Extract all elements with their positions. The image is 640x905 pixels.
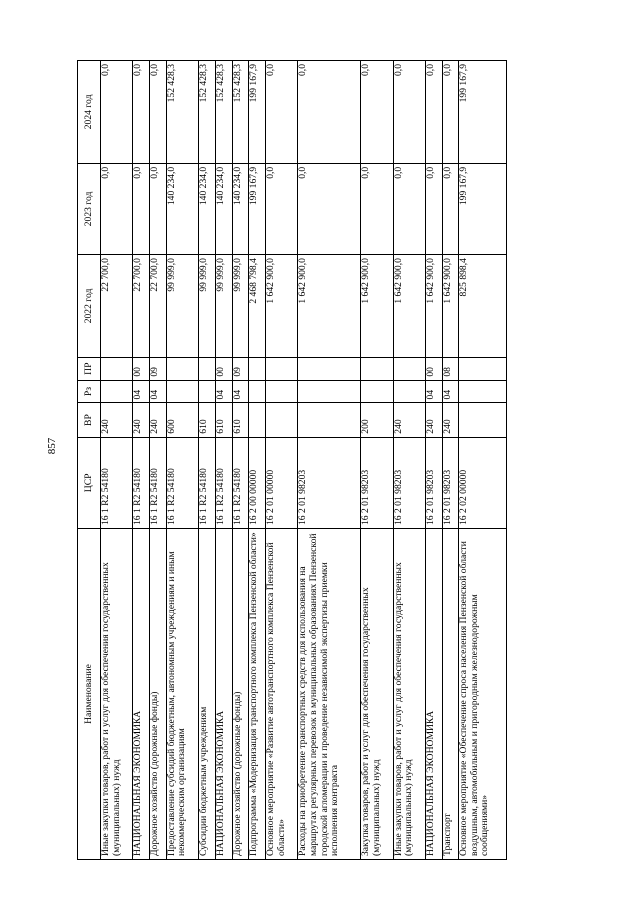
cell-2024: 199 167,9 [249, 61, 266, 164]
cell-name: Иные закупки товаров, работ и услуг для обеспечения государственных (муниципальных) нужд [101, 529, 133, 860]
cell-2023: 0,0 [393, 163, 425, 254]
table-row [133, 61, 150, 860]
table-row [215, 61, 232, 860]
cell-csr: 16 1 R2 54180 [232, 437, 249, 528]
cell-name: Закупка товаров, работ и услуг для обеспечения государственных (муниципальных) нужд [361, 529, 393, 860]
cell-2023: 0,0 [425, 163, 442, 254]
cell-vr: 240 [425, 403, 442, 437]
cell-name: Иные закупки товаров, работ и услуг для обеспечения государственных (муниципальных) нужд [393, 529, 425, 860]
cell-csr: 16 2 01 98203 [442, 437, 459, 528]
cell-csr: 16 2 01 98203 [298, 437, 361, 528]
cell-pr [199, 357, 216, 380]
cell-2024: 0,0 [133, 61, 150, 164]
cell-2024: 199 167,9 [459, 61, 507, 164]
cell-2024: 0,0 [393, 61, 425, 164]
cell-vr: 200 [361, 403, 393, 437]
cell-2022: 22 700,0 [101, 255, 133, 358]
cell-2022: 1 642 900,0 [298, 255, 361, 358]
cell-csr: 16 1 R2 54180 [215, 437, 232, 528]
cell-2023: 140 234,0 [215, 163, 232, 254]
cell-name: Подпрограмма «Модернизация транспортного комплекса Пензенской области» [249, 529, 266, 860]
cell-2024: 0,0 [101, 61, 133, 164]
cell-pr [166, 357, 198, 380]
cell-rz: 04 [133, 380, 150, 403]
header-2023: 2023 год [78, 163, 101, 254]
cell-2023: 199 167,9 [249, 163, 266, 254]
cell-csr: 16 2 01 00000 [266, 437, 298, 528]
cell-vr [249, 403, 266, 437]
table-row [232, 61, 249, 860]
table-row [199, 61, 216, 860]
cell-name: Основное мероприятие «Развитие автотранспортного комплекса Пензенской области» [266, 529, 298, 860]
cell-vr [459, 403, 507, 437]
cell-csr: 16 2 01 98203 [393, 437, 425, 528]
cell-rz: 04 [442, 380, 459, 403]
cell-2022: 99 999,0 [232, 255, 249, 358]
rotated-table-wrapper [77, 60, 507, 860]
cell-2022: 99 999,0 [199, 255, 216, 358]
cell-name: Расходы на приобретение транспортных средств для использования на маршрутах регулярных перевозок в муниципальных образованиях Пензенской городской агломерации и проведение независимой экспертизы приемки исполнения контракта [298, 529, 361, 860]
cell-2022: 99 999,0 [215, 255, 232, 358]
cell-2022: 22 700,0 [150, 255, 167, 358]
cell-2024: 152 428,3 [166, 61, 198, 164]
cell-csr: 16 1 R2 54180 [150, 437, 167, 528]
cell-2022: 2 468 798,4 [249, 255, 266, 358]
cell-rz [393, 380, 425, 403]
cell-csr: 16 2 00 00000 [249, 437, 266, 528]
cell-2022: 1 642 900,0 [442, 255, 459, 358]
cell-pr [459, 357, 507, 380]
cell-vr [298, 403, 361, 437]
table-row [166, 61, 198, 860]
cell-vr: 240 [150, 403, 167, 437]
cell-csr: 16 2 01 98203 [425, 437, 442, 528]
header-2022: 2022 год [78, 255, 101, 358]
cell-2024: 0,0 [298, 61, 361, 164]
cell-vr: 240 [442, 403, 459, 437]
cell-csr: 16 1 R2 54180 [101, 437, 133, 528]
table-row [442, 61, 459, 860]
cell-2024: 152 428,3 [199, 61, 216, 164]
cell-name: НАЦИОНАЛЬНАЯ ЭКОНОМИКА [425, 529, 442, 860]
cell-rz [166, 380, 198, 403]
cell-rz: 04 [425, 380, 442, 403]
cell-rz: 04 [150, 380, 167, 403]
cell-vr: 240 [133, 403, 150, 437]
table-row [249, 61, 266, 860]
cell-name: Основное мероприятие «Обеспечение спроса населения Пензенской области воздушным, автомобильным и пригородным железнодорожным сообщениями» [459, 529, 507, 860]
cell-rz [361, 380, 393, 403]
cell-csr: 16 1 R2 54180 [199, 437, 216, 528]
table-row [298, 61, 361, 860]
cell-2023: 0,0 [133, 163, 150, 254]
budget-table [77, 60, 507, 860]
cell-2022: 1 642 900,0 [393, 255, 425, 358]
cell-name: Дорожное хозяйство (дорожные фонды) [150, 529, 167, 860]
cell-vr: 600 [166, 403, 198, 437]
cell-csr: 16 2 02 00000 [459, 437, 507, 528]
table-row [266, 61, 298, 860]
header-2024: 2024 год [78, 61, 101, 164]
cell-name: Дорожное хозяйство (дорожные фонды) [232, 529, 249, 860]
cell-pr [393, 357, 425, 380]
cell-rz [266, 380, 298, 403]
cell-rz [249, 380, 266, 403]
cell-2022: 1 642 900,0 [425, 255, 442, 358]
table-row [361, 61, 393, 860]
cell-vr [266, 403, 298, 437]
cell-pr [361, 357, 393, 380]
cell-2023: 140 234,0 [199, 163, 216, 254]
cell-2023: 140 234,0 [166, 163, 198, 254]
cell-2023: 0,0 [442, 163, 459, 254]
cell-csr: 16 2 01 98203 [361, 437, 393, 528]
cell-name: Субсидии бюджетным учреждениям [199, 529, 216, 860]
cell-pr: 08 [442, 357, 459, 380]
cell-csr: 16 1 R2 54180 [166, 437, 198, 528]
cell-rz: 04 [232, 380, 249, 403]
table-header-row [78, 61, 101, 860]
cell-2022: 22 700,0 [133, 255, 150, 358]
cell-rz [298, 380, 361, 403]
cell-pr [298, 357, 361, 380]
header-pr: ПР [78, 357, 101, 380]
header-vr: ВР [78, 403, 101, 437]
header-csr: ЦСР [78, 437, 101, 528]
cell-csr: 16 1 R2 54180 [133, 437, 150, 528]
page-number: 857 [46, 437, 58, 455]
table-row [101, 61, 133, 860]
cell-pr: 09 [232, 357, 249, 380]
cell-2023: 0,0 [150, 163, 167, 254]
table-row [150, 61, 167, 860]
cell-2022: 99 999,0 [166, 255, 198, 358]
table-row [425, 61, 442, 860]
table-body [101, 61, 507, 860]
cell-2023: 0,0 [101, 163, 133, 254]
cell-vr: 240 [101, 403, 133, 437]
table-row [393, 61, 425, 860]
cell-rz [459, 380, 507, 403]
header-name: Наименование [78, 529, 101, 860]
cell-2023: 0,0 [266, 163, 298, 254]
cell-vr: 610 [215, 403, 232, 437]
cell-2022: 1 642 900,0 [266, 255, 298, 358]
cell-2024: 0,0 [266, 61, 298, 164]
cell-rz [199, 380, 216, 403]
cell-2024: 152 428,3 [232, 61, 249, 164]
cell-name: НАЦИОНАЛЬНАЯ ЭКОНОМИКА [133, 529, 150, 860]
cell-rz [101, 380, 133, 403]
cell-pr: 09 [150, 357, 167, 380]
cell-2023: 0,0 [361, 163, 393, 254]
cell-pr [101, 357, 133, 380]
header-rz: Рз [78, 380, 101, 403]
cell-2024: 0,0 [150, 61, 167, 164]
cell-name: НАЦИОНАЛЬНАЯ ЭКОНОМИКА [215, 529, 232, 860]
cell-rz: 04 [215, 380, 232, 403]
cell-2024: 0,0 [361, 61, 393, 164]
cell-2023: 140 234,0 [232, 163, 249, 254]
cell-pr [266, 357, 298, 380]
cell-2024: 0,0 [425, 61, 442, 164]
cell-2023: 0,0 [298, 163, 361, 254]
cell-pr: 00 [133, 357, 150, 380]
cell-2023: 199 167,9 [459, 163, 507, 254]
cell-name: Предоставление субсидий бюджетным, автономным учреждениям и иным некоммерческим организациям [166, 529, 198, 860]
cell-vr: 610 [232, 403, 249, 437]
cell-2024: 152 428,3 [215, 61, 232, 164]
cell-pr: 00 [425, 357, 442, 380]
cell-vr: 240 [393, 403, 425, 437]
cell-vr: 610 [199, 403, 216, 437]
cell-2024: 0,0 [442, 61, 459, 164]
cell-2022: 825 898,4 [459, 255, 507, 358]
cell-name: Транспорт [442, 529, 459, 860]
cell-pr: 00 [215, 357, 232, 380]
cell-pr [249, 357, 266, 380]
table-row [459, 61, 507, 860]
cell-2022: 1 642 900,0 [361, 255, 393, 358]
